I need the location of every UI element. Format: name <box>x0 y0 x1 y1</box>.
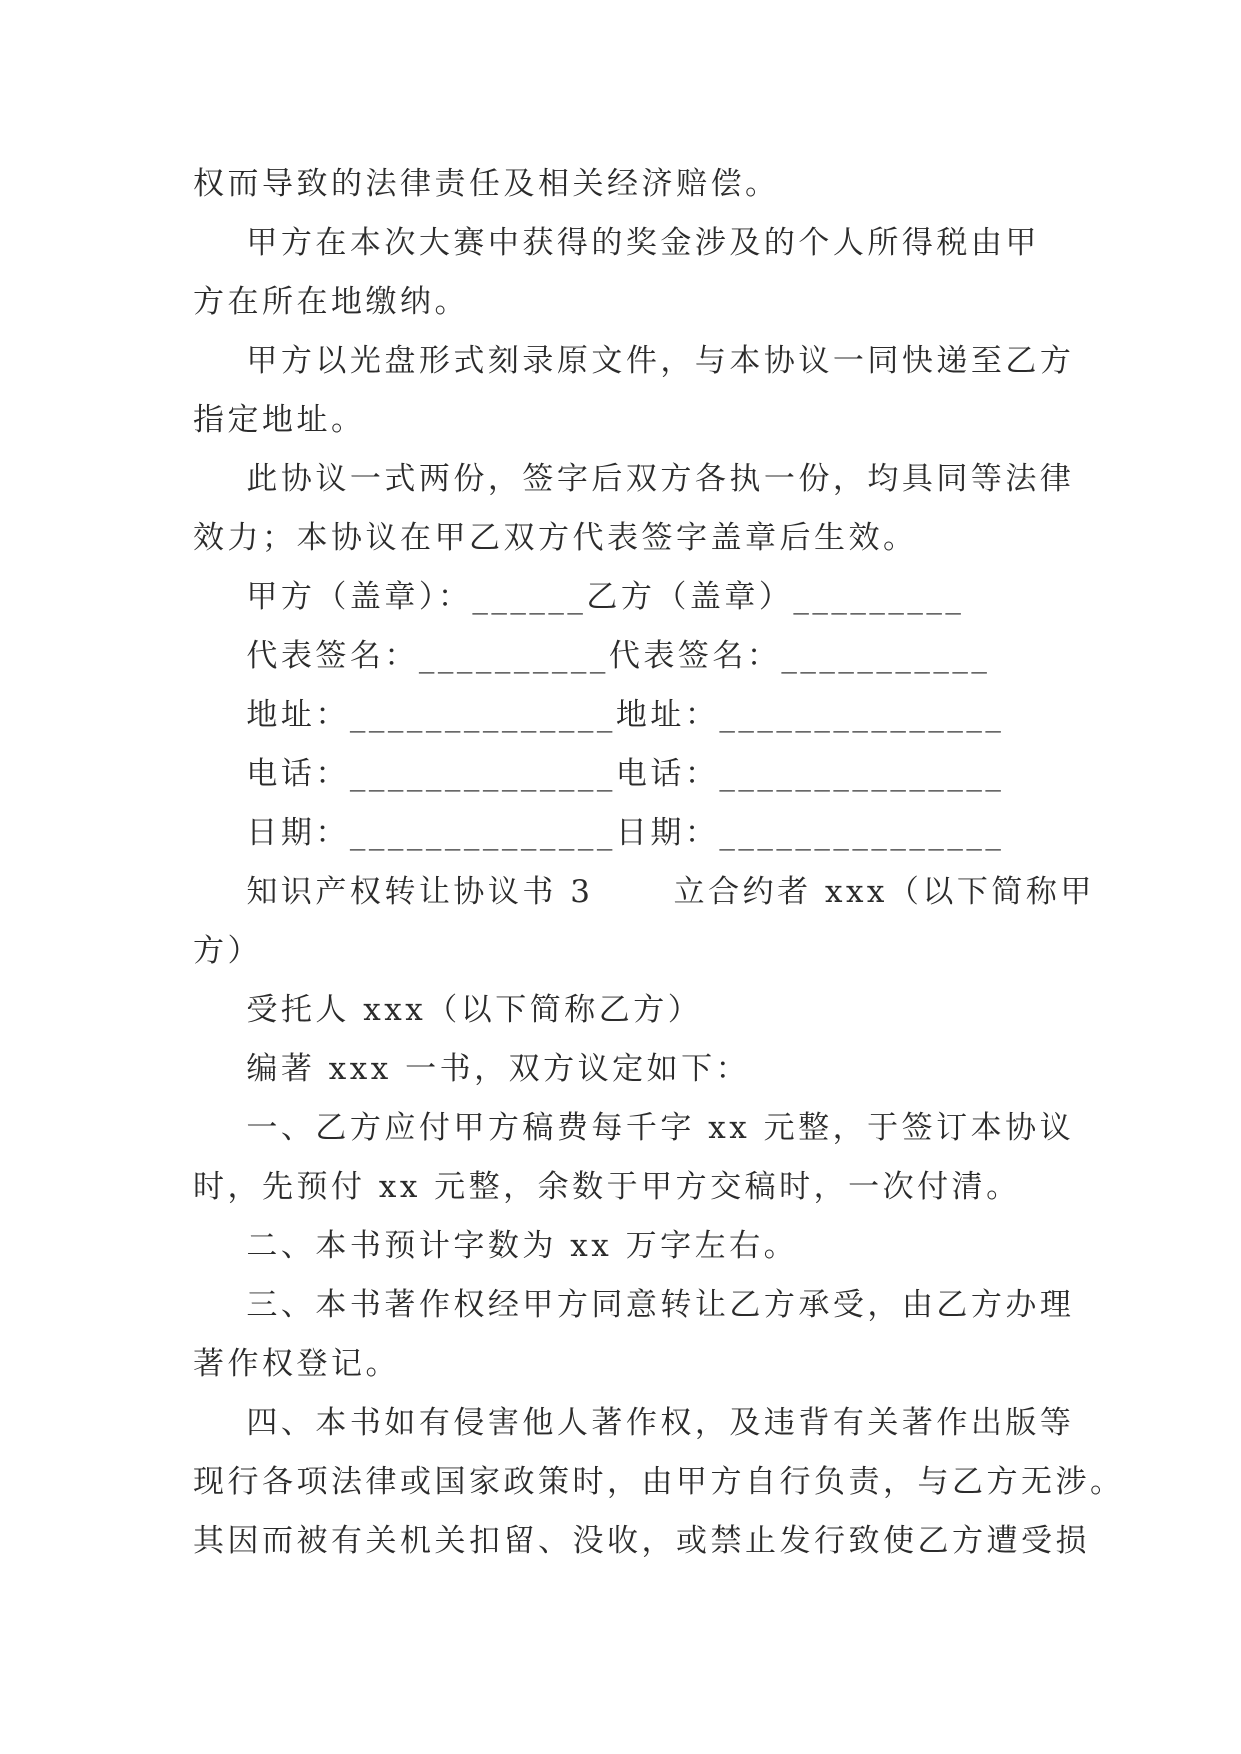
text-line: 指定地址。 <box>193 402 366 438</box>
text-line: 三、本书著作权经甲方同意转让乙方承受，由乙方办理 <box>193 1287 1075 1323</box>
text-line: 一、乙方应付甲方稿费每千字 xx 元整，于签订本协议 <box>193 1110 1075 1146</box>
text-line: 时，先预付 xx 元整，余数于甲方交稿时，一次付清。 <box>193 1169 1021 1205</box>
signature-line-phone: 电话：______________电话：_______________ <box>193 756 1005 792</box>
text-line: 权而导致的法律责任及相关经济赔偿。 <box>193 166 780 202</box>
text-line: 编著 xxx 一书，双方议定如下： <box>193 1051 751 1087</box>
signature-line-representative: 代表签名：__________代表签名：___________ <box>193 638 991 674</box>
text-line: 受托人 xxx（以下简称乙方） <box>193 992 703 1028</box>
signature-line-date: 日期：______________日期：_______________ <box>193 815 1005 851</box>
text-line: 此协议一式两份，签字后双方各执一份，均具同等法律 <box>193 461 1075 497</box>
signature-line-seal: 甲方（盖章）：______乙方（盖章）_________ <box>193 579 965 615</box>
text-line: 甲方在本次大赛中获得的奖金涉及的个人所得税由甲 <box>193 225 1040 261</box>
document-body <box>193 155 1125 1571</box>
text-line: 甲方以光盘形式刻录原文件，与本协议一同快递至乙方 <box>193 343 1075 379</box>
text-line: 现行各项法律或国家政策时，由甲方自行负责，与乙方无涉。 <box>193 1464 1125 1500</box>
signature-line-address: 地址：______________地址：_______________ <box>193 697 1005 733</box>
text-line: 方） <box>193 933 262 969</box>
text-line: 二、本书预计字数为 xx 万字左右。 <box>193 1228 799 1264</box>
text-line: 四、本书如有侵害他人著作权，及违背有关著作出版等 <box>193 1405 1075 1441</box>
text-line: 著作权登记。 <box>193 1346 400 1382</box>
text-line: 效力；本协议在甲乙双方代表签字盖章后生效。 <box>193 520 918 556</box>
section-heading-line: 知识产权转让协议书 3 立合约者 xxx（以下简称甲 <box>193 874 1095 910</box>
text-line: 其因而被有关机关扣留、没收，或禁止发行致使乙方遭受损 <box>193 1523 1090 1559</box>
text-line: 方在所在地缴纳。 <box>193 284 469 320</box>
